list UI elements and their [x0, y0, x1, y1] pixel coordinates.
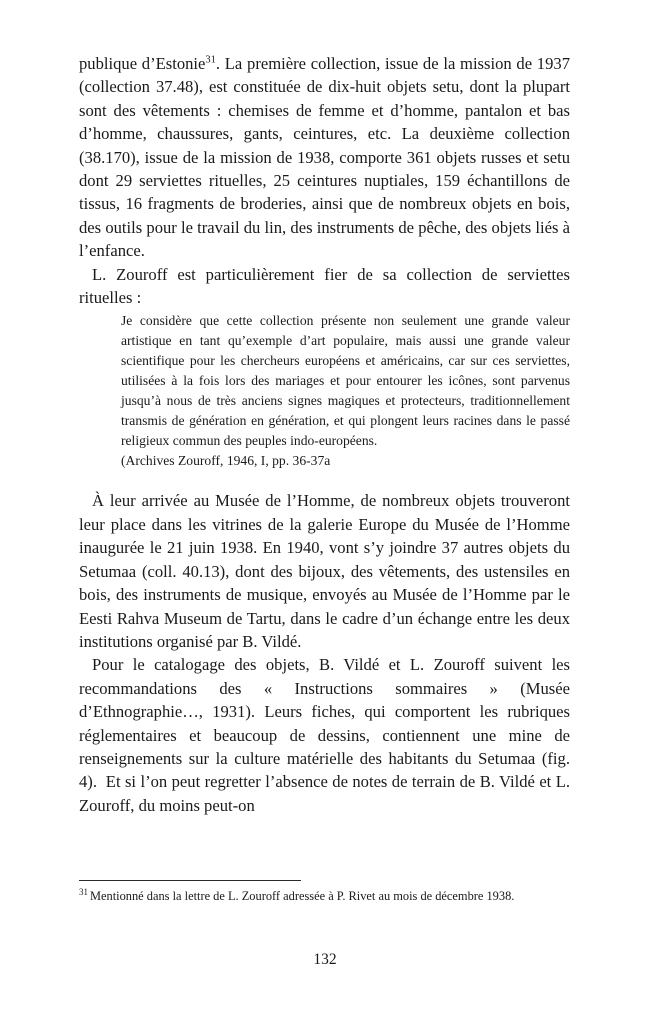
footnote-body-text: Mentionné dans la lettre de L. Zouroff adressée à P. Rivet au mois de décembre 1938.: [90, 889, 515, 903]
page-number: 132: [313, 951, 337, 968]
paragraph-musee-de-lhomme: À leur arrivée au Musée de l’Homme, de nombreux objets trouveront leur place dans les vitrines de la galerie Europe du Musée de l’Homme inaugurée le 21 juin 1938. En 1940, vont s’y joindre 37 autres objets du Setumaa (coll. 40.13), dont des bijoux, des vêtements, des ustensiles en bois, des instruments de musique, envoyés au Musée de l’Homme par le Eesti Rahva Museum de Tartu, dans le cadre d’un échange entre les deux institutions organisé par B. Vildé.: [79, 491, 570, 651]
main-text-column: [79, 52, 570, 817]
block-quote-source: (Archives Zouroff, 1946, I, pp. 36-37a: [121, 453, 331, 469]
footnote-entry-31: [79, 888, 570, 905]
footnote-separator-rule: [79, 880, 301, 881]
footnote-area: [79, 880, 570, 905]
block-quote-text: Je considère que cette collection présente non seulement une grande valeur artistique en tant qu’exemple d’art populaire, mais aussi une grande valeur scientifique pour les chercheurs européens et américains, car sur ces serviettes, utilisées à la fois lors des mariages et pour entourer les icônes, sont parvenus jusqu’à nous de très anciens signes magiques et protecteurs, traditionnellement transmis de génération en génération, et qui plongent leurs racines dans le passé religieux commun des peuples indo-européens.: [121, 313, 570, 449]
block-quote: [79, 311, 570, 471]
paragraph-zouroff-fier: L. Zouroff est particulièrement fier de sa collection de serviettes rituelles :: [79, 264, 570, 308]
paragraph-collections: [79, 52, 570, 263]
paragraph-body-text: . La première collection, issue de la mission de 1937 (collection 37.48), est constituée de dix-huit objets setu, dont la plupart sont des vêtements : chemises de femme et d’homme, pantalon et bas d’homme, chaussures, gants, ceintures, etc. La deuxième collection (38.170), issue de la mission de 1938, comporte 361 objets russes et setu dont 29 serviettes rituelles, 25 ceintures nuptiales, 159 échantillons de tissus, 16 fragments de broderies, ainsi que de nombreux objets en bois, des outils pour le travail du lin, des instruments de pêche, des objets liés à l’enfance.: [79, 54, 570, 261]
footnote-reference-31[interactable]: 31: [205, 54, 216, 66]
paragraph-catalogage: Pour le catalogage des objets, B. Vildé et L. Zouroff suivent les recommandations des « Instructions sommaires » (Musée d’Ethnographie…, 1931). Leurs fiches, qui comportent les rubriques réglementaires et beaucoup de dessins, contiennent une mine de renseignements sur la culture matérielle des habitants du Setumaa (fig. 4). Et si l’on peut regretter l’absence de notes de terrain de B. Vildé et L. Zouroff, du moins peut-on: [79, 655, 570, 815]
paragraph-lead-text: publique d’Estonie: [79, 54, 206, 73]
footnote-number: 31: [79, 886, 88, 897]
